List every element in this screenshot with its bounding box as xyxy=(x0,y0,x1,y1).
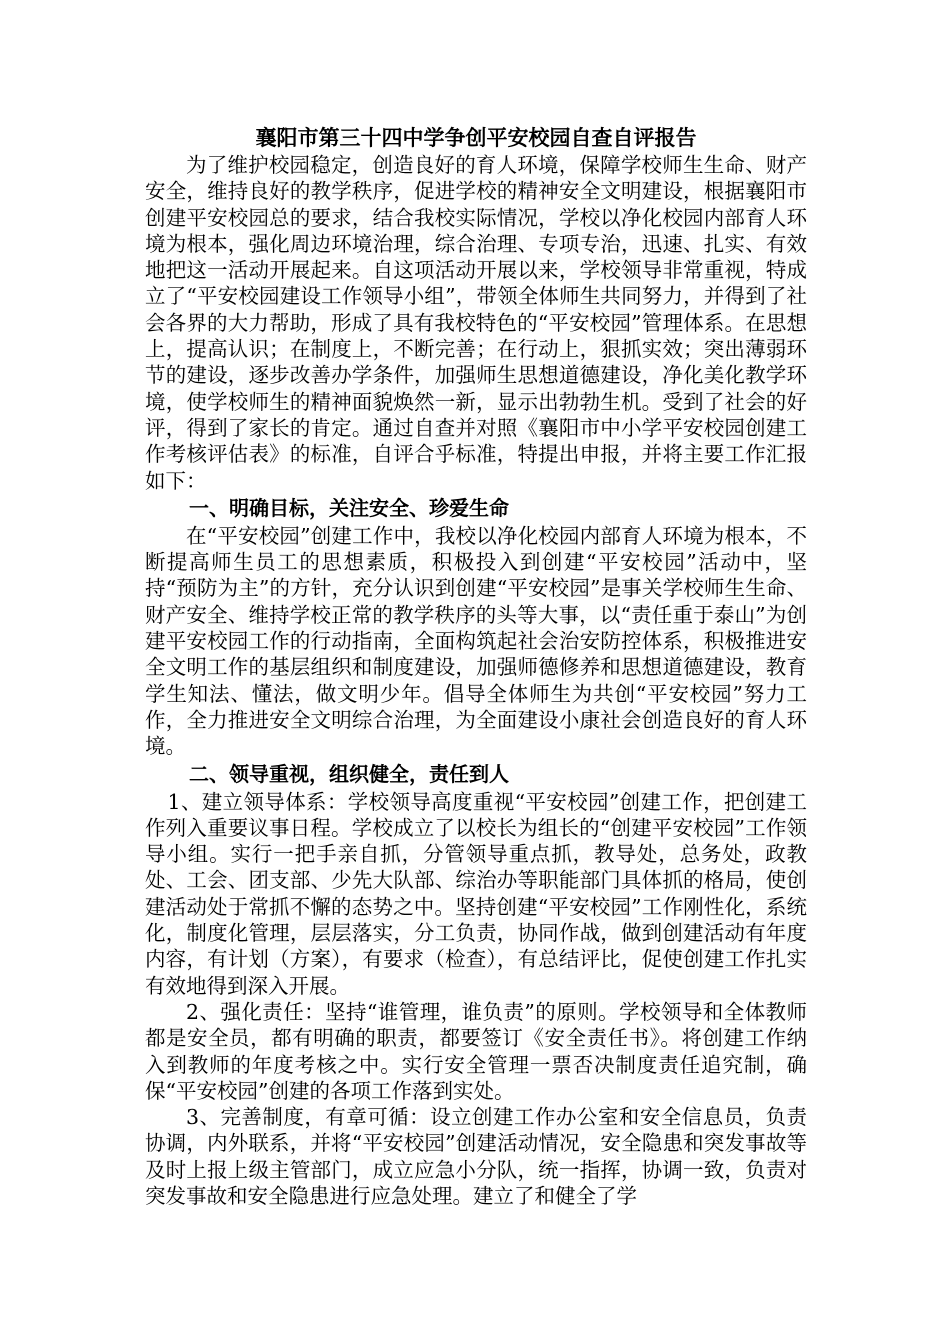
section-1-paragraph: 在“平安校园”创建工作中，我校以净化校园内部育人环境为根本，不断提高师生员工的思想素质，积极投入到创建“平安校园”活动中，坚持“预防为主”的方针，充分认识到创建“平安校园”是事关学校师生生命、财产安全、维持学校正常的教学秩序的头等大事，以“责任重于泰山”为创建平安校园工作的行动指南，全面构筑起社会治安防控体系，积极推进安全文明工作的基层组织和制度建设，加强师德修养和思想道德建设，教育学生知法、懂法，做文明少年。倡导全体师生为共创“平安校园”努力工作，全力推进安全文明综合治理，为全面建设小康社会创造良好的育人环境。 xyxy=(145,523,807,759)
section-heading-2: 二、领导重视，组织健全，责任到人 xyxy=(189,761,509,786)
document-title: 襄阳市第三十四中学争创平安校园自查自评报告 xyxy=(255,126,697,150)
item-2-paragraph: 2、强化责任：坚持“谁管理，谁负责”的原则。学校领导和全体教师都是安全员，都有明确的职责，都要签订《安全责任书》。将创建工作纳入到教师的年度考核之中。实行安全管理一票否决制度责任追究制，确保“平安校园”创建的各项工作落到实处。 xyxy=(145,999,807,1103)
item-1-paragraph: 1、建立领导体系：学校领导高度重视“平安校园”创建工作，把创建工作列入重要议事日程。学校成立了以校长为组长的“创建平安校园”工作领导小组。实行一把手亲自抓，分管领导重点抓，教导处，总务处，政教处、工会、团支部、少先大队部、综治办等职能部门具体抓的格局，使创建活动处于常抓不懈的态势之中。坚持创建“平安校园”工作刚性化，系统化，制度化管理，层层落实，分工负责，协同作战，做到创建活动有年度内容，有计划（方案），有要求（检查），有总结评比，促使创建工作扎实有效地得到深入开展。 xyxy=(145,789,807,998)
section-heading-1: 一、明确目标，关注安全、珍爱生命 xyxy=(189,495,509,520)
document-page xyxy=(145,124,807,1209)
intro-paragraph: 为了维护校园稳定，创造良好的育人环境，保障学校师生生命、财产安全，维持良好的教学秩序，促进学校的精神安全文明建设，根据襄阳市创建平安校园总的要求，结合我校实际情况，学校以净化校园内部育人环境为根本，强化周边环境治理，综合治理、专项专治，迅速、扎实、有效地把这一活动开展起来。自这项活动开展以来，学校领导非常重视，特成立了“平安校园建设工作领导小组”，带领全体师生共同努力，并得到了社会各界的大力帮助，形成了具有我校特色的“平安校园”管理体系。在思想上，提高认识；在制度上，不断完善；在行动上，狠抓实效；突出薄弱环节的建设，逐步改善办学条件，加强师生思想道德建设，净化美化教学环境，使学校师生的精神面貌焕然一新，显示出勃勃生机。受到了社会的好评，得到了家长的肯定。通过自查并对照《襄阳市中小学平安校园创建工作考核评估表》的标准，自评合乎标准，特提出申报，并将主要工作汇报如下： xyxy=(145,153,807,493)
item-3-paragraph: 3、完善制度，有章可循：设立创建工作办公室和安全信息员，负责协调，内外联系，并将“平安校园”创建活动情况，安全隐患和突发事故等及时上报上级主管部门，成立应急小分队，统一指挥，协调一致，负责对突发事故和安全隐患进行应急处理。建立了和健全了学 xyxy=(145,1105,807,1208)
